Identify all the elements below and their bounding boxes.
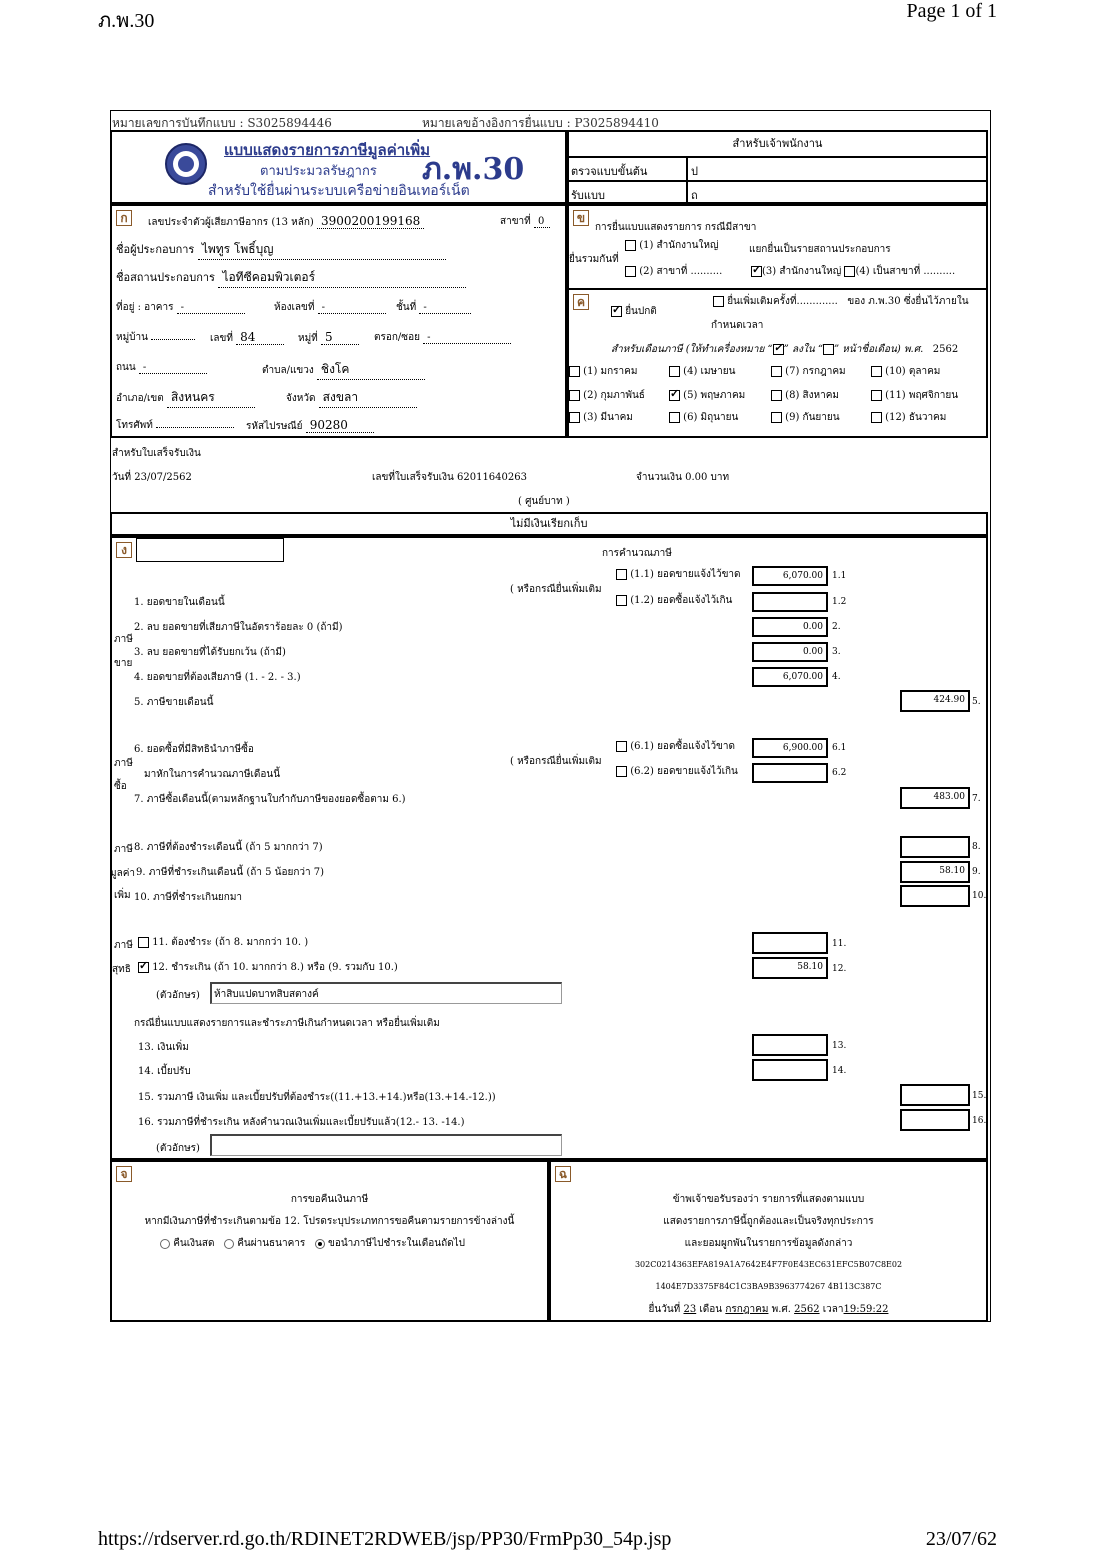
value-10 <box>900 885 970 907</box>
words-label-1: (ตัวอักษร) <box>156 990 200 1001</box>
line-5-label: 5. ภาษีขายเดือนนี้ <box>134 697 214 708</box>
value-15 <box>900 1084 970 1106</box>
month-option[interactable] <box>771 388 839 403</box>
month-label: (7) กรกฎาคม <box>782 366 846 377</box>
words-input-2[interactable] <box>210 1134 562 1156</box>
branch-separate-label: (4) เป็นสาขาที่ .......... <box>855 266 956 277</box>
value-11 <box>752 932 828 954</box>
value-7: 483.00 <box>900 787 970 809</box>
refund-bank-label: คืนผ่านธนาคาร <box>237 1238 306 1249</box>
page-info: Page 1 of 1 <box>906 0 997 22</box>
zip-value: 90280 <box>306 418 374 433</box>
line-number: 13. <box>832 1041 847 1051</box>
extra-case-sales: ( หรือกรณียื่นเพิ่มเติม <box>510 584 602 595</box>
month-label: (6) มิถุนายน <box>680 412 739 423</box>
no-payment-bar: ไม่มีเงินเรียกเก็บ <box>110 512 988 536</box>
line-number: 1.1 <box>832 571 847 581</box>
line-1-label: 1. ยอดขายในเดือนนี้ <box>134 597 225 608</box>
line-7-label: 7. ภาษีซื้อเดือนนี้(ตามหลักฐานใบกำกับภาษีของยอดซื้อตาม 6.) <box>134 794 406 805</box>
section-e <box>110 1160 549 1322</box>
officer-heading: สำหรับเจ้าพนักงาน <box>569 132 986 158</box>
filed-month-label: เดือน <box>699 1304 723 1315</box>
late-filing-label: กรณียื่นแบบแสดงรายการและชำระภาษีเกินกำหนดเวลา หรือยื่นเพิ่มเติม <box>134 1018 440 1029</box>
building-label: ที่อยู่ : อาคาร <box>116 302 174 313</box>
value-4: 6,070.00 <box>752 667 828 687</box>
line-number: 4. <box>832 672 841 682</box>
month-option[interactable] <box>771 364 846 379</box>
purchase-under-checkbox[interactable] <box>616 741 627 752</box>
receipt-date: วันที่ 23/07/2562 <box>112 472 192 483</box>
line-1-1-label: (1.1) ยอดขายแจ้งไว้ขาด <box>630 569 741 580</box>
receipt-heading: สำหรับใบเสร็จรับเงิน <box>112 448 201 459</box>
officer-check-label: ตรวจแบบขั้นต้น <box>571 165 648 178</box>
month-label: (3) มีนาคม <box>580 412 633 423</box>
line-12-label: 12. ชำระเกิน (ถ้า 10. มากกว่า 8.) หรือ (9. รวมกับ 10.) <box>152 962 398 973</box>
district-value: สิงหนคร <box>167 388 255 408</box>
line-6a-label: 6. ยอดซื้อที่มีสิทธินำภาษีซื้อ <box>134 744 254 755</box>
words-input-1[interactable]: ห้าสิบแปดบาทสิบสตางค์ <box>210 982 562 1004</box>
line-number: 15. <box>972 1091 987 1101</box>
month-option[interactable] <box>669 364 735 379</box>
line-2-label: 2. ลบ ยอดขายที่เสียภาษีในอัตราร้อยละ 0 (ถ้ามี) <box>134 622 343 633</box>
sales-over-checkbox[interactable] <box>616 766 627 777</box>
hq-separate-label: (3) สำนักงานใหญ่ <box>762 266 842 277</box>
net-label-1: ภาษี <box>114 940 133 951</box>
month-note-2: ” ลงใน “ <box>783 344 823 355</box>
section-e-tag: จ <box>116 1166 132 1182</box>
tin-label: เลขประจำตัวผู้เสียภาษีอากร (13 หลัก) <box>148 217 314 228</box>
footer-url: https://rdserver.rd.go.th/RDINET2RDWEB/jsp/PP30/FrmPp30_54p.jsp <box>98 1528 672 1550</box>
vat-label-2: มูลค่า <box>110 868 136 879</box>
officer-check-value: ป <box>691 165 698 178</box>
month-checkbox[interactable] <box>669 412 680 423</box>
title-line1: แบบแสดงรายการภาษีมูลค่าเพิ่ม <box>224 141 431 159</box>
province-label: จังหวัด <box>286 393 316 404</box>
line-9-label: 9. ภาษีที่ชำระเกินเดือนนี้ (ถ้า 5 น้อยกว่า 7) <box>136 867 325 878</box>
soi-label: ตรอก/ซอย <box>374 332 420 343</box>
extra-case-purchase: ( หรือกรณียื่นเพิ่มเติม <box>510 756 602 767</box>
line-number: 2. <box>832 622 841 632</box>
line-number: 11. <box>832 939 847 949</box>
hq-combined-label: (1) สำนักงานใหญ่ <box>639 240 719 251</box>
month-option[interactable] <box>871 388 958 403</box>
combined-label: ยื่นรวมกันที่ <box>569 254 619 265</box>
filed-day: 23 <box>683 1304 697 1315</box>
refund-text: หากมีเงินภาษีที่ชำระเกินตามข้อ 12. โปรดระบุประเภทการขอคืนตามรายการข้างล่างนี้ <box>144 1216 515 1227</box>
month-checkbox[interactable] <box>771 366 782 377</box>
month-option[interactable] <box>669 388 745 403</box>
district-label: อำเภอ/เขต <box>116 393 164 404</box>
month-label: (10) ตุลาคม <box>882 366 941 377</box>
line-number: 14. <box>832 1066 847 1076</box>
filed-datetime <box>551 1302 986 1317</box>
section-a <box>110 204 567 438</box>
filed-time: 19:59:22 <box>843 1304 889 1315</box>
section-c <box>567 288 988 438</box>
extra-filing-label: ยื่นเพิ่มเติมครั้งที่............. <box>727 296 838 307</box>
month-checkbox[interactable] <box>569 390 580 401</box>
line-4-label: 4. ยอดขายที่ต้องเสียภาษี (1. - 2. - 3.) <box>134 672 301 683</box>
hq-separate-checkbox[interactable] <box>751 266 762 277</box>
month-label: (11) พฤศจิกายน <box>882 390 959 401</box>
calc-heading: การคำนวณภาษี <box>602 548 672 559</box>
phone-value <box>156 427 234 428</box>
line-6-2-label: (6.2) ยอดขายแจ้งไว้เกิน <box>630 766 738 777</box>
deadline-label: กำหนดเวลา <box>711 320 764 331</box>
value-6-1: 6,900.00 <box>752 738 828 758</box>
title-code: ภ.พ.30 <box>422 152 525 187</box>
value-8 <box>900 836 970 858</box>
section-a-tag: ก <box>116 210 132 226</box>
line-number: 6.2 <box>832 768 847 778</box>
filed-time-label: เวลา <box>822 1304 844 1315</box>
place-label: ชื่อสถานประกอบการ <box>116 271 215 284</box>
line-6b-label: มาหักในการคำนวณภาษีเดือนนี้ <box>144 769 281 780</box>
overpaid-checkbox[interactable] <box>138 962 149 973</box>
month-label: (2) กุมภาพันธ์ <box>580 390 645 401</box>
section-b <box>567 204 988 290</box>
line-16-label: 16. รวมภาษีที่ชำระเกิน หลังคำนวณเงินเพิ่มและเบี้ยปรับแล้ว(12.- 13. -14.) <box>138 1117 465 1128</box>
line-number: 3. <box>832 647 841 657</box>
month-note: สำหรับเดือนภาษี (ให้ทำเครื่องหมาย “ <box>611 344 773 355</box>
value-16 <box>900 1109 970 1131</box>
month-checkbox[interactable] <box>871 412 882 423</box>
line-number: 12. <box>832 964 847 974</box>
carry-forward-radio[interactable] <box>315 1239 325 1249</box>
room-label: ห้องเลขที่ <box>274 302 315 313</box>
revenue-department-seal-icon <box>164 142 208 186</box>
month-note-3: ” หน้าชื่อเดือน) พ.ศ. <box>833 344 924 355</box>
value-3: 0.00 <box>752 642 828 662</box>
filed-month: กรกฎาคม <box>725 1304 769 1315</box>
month-checkbox[interactable] <box>569 366 580 377</box>
signature-hash-2: 1404E7D3375F84C1C3BA9B3963774267 4B113C387C <box>655 1282 882 1291</box>
value-1-2 <box>752 592 828 612</box>
road-value: - <box>139 362 207 374</box>
line-8-label: 8. ภาษีที่ต้องชำระเดือนนี้ (ถ้า 5 มากกว่า 7) <box>134 842 323 853</box>
section-f-tag: ฉ <box>555 1166 571 1182</box>
line-11-label: 11. ต้องชำระ (ถ้า 8. มากกว่า 10. ) <box>152 937 309 948</box>
refund-cash-radio[interactable] <box>160 1239 170 1249</box>
value-14 <box>752 1059 828 1081</box>
branch-combined-checkbox[interactable] <box>625 266 636 277</box>
month-checkbox[interactable] <box>871 366 882 377</box>
refund-bank-radio[interactable] <box>224 1239 234 1249</box>
month-checkbox[interactable] <box>669 366 680 377</box>
officer-block <box>567 130 988 204</box>
road-label: ถนน <box>116 362 136 373</box>
tax-sell-label-2: ขาย <box>114 658 133 669</box>
value-12: 58.10 <box>752 957 828 979</box>
record-no: หมายเลขการบันทึกแบบ : S3025894446 <box>112 116 332 130</box>
separate-label: แยกยื่นเป็นรายสถานประกอบการ <box>749 244 891 255</box>
value-2: 0.00 <box>752 617 828 637</box>
month-option[interactable] <box>569 410 633 425</box>
line-1-2-label: (1.2) ยอดซื้อแจ้งไว้เกิน <box>630 595 733 606</box>
tax-buy-label-2: ซื้อ <box>114 781 127 792</box>
floor-label: ชั้นที่ <box>396 302 417 313</box>
filed-year: 2562 <box>794 1304 820 1315</box>
floor-value: - <box>419 302 471 314</box>
moo-value: 5 <box>321 330 359 345</box>
house-value: 84 <box>236 330 284 345</box>
line-number: 8. <box>972 842 981 852</box>
subdistrict-value: ชิงโค <box>317 360 425 380</box>
month-option[interactable] <box>569 364 637 379</box>
phone-label: โทรศัพท์ <box>116 420 153 431</box>
month-label: (9) กันยายน <box>782 412 840 423</box>
hq-combined-checkbox[interactable] <box>625 240 636 251</box>
tax-sell-label-1: ภาษี <box>114 634 133 645</box>
month-label: (5) พฤษภาคม <box>680 390 746 401</box>
officer-receive-label: รับแบบ <box>571 189 605 202</box>
signature-hash-1: 302C0214363EFA819A1A7642E4F7F0E43EC631EFC5B07C8E02 <box>634 1260 903 1269</box>
certify-line3: และยอมผูกพันในรายการข้อมูลดังกล่าว <box>684 1238 853 1249</box>
moo-label: หมู่ที่ <box>298 333 318 344</box>
legend-empty-icon <box>823 344 834 355</box>
title-line3: สำหรับใช้ยื่นผ่านระบบเครือข่ายอินเทอร์เน็ต <box>208 183 470 199</box>
footer-date: 23/07/62 <box>925 1528 997 1550</box>
section-c-tag: ค <box>573 294 589 310</box>
house-label: เลขที่ <box>210 333 233 344</box>
title-block <box>110 130 567 204</box>
line-number: 5. <box>972 697 981 707</box>
branch-combined-label: (2) สาขาที่ .......... <box>639 266 723 277</box>
village-label: หมู่บ้าน <box>116 332 148 343</box>
extra-filing-checkbox[interactable] <box>713 296 724 307</box>
words-label-2: (ตัวอักษร) <box>156 1143 200 1154</box>
branch-value: 0 <box>534 216 550 228</box>
filed-label: ยื่นวันที่ <box>648 1304 681 1315</box>
month-checkbox[interactable] <box>771 412 782 423</box>
month-label: (8) สิงหาคม <box>782 390 839 401</box>
month-option[interactable] <box>871 364 940 379</box>
place-value: ไอทีซีคอมพิวเตอร์ <box>218 268 466 288</box>
month-option[interactable] <box>871 410 946 425</box>
value-9: 58.10 <box>900 861 970 883</box>
line-14-label: 14. เบี้ยปรับ <box>138 1066 191 1077</box>
filing-ref: หมายเลขอ้างอิงการยื่นแบบ : P3025894410 <box>422 116 659 130</box>
operator-label: ชื่อผู้ประกอบการ <box>116 243 195 256</box>
purchase-over-checkbox[interactable] <box>616 595 627 606</box>
line-3-label: 3. ลบ ยอดขายที่ได้รับยกเว้น (ถ้ามี) <box>134 647 286 658</box>
officer-receive-value: ถ <box>691 189 698 202</box>
month-option[interactable] <box>569 388 645 403</box>
carry-forward-label: ขอนำภาษีไปชำระในเดือนถัดไป <box>328 1238 466 1249</box>
line-number: 7. <box>972 794 981 804</box>
month-checkbox[interactable] <box>871 390 882 401</box>
tax-buy-label-1: ภาษี <box>114 758 133 769</box>
branch-separate-checkbox[interactable] <box>844 266 855 277</box>
tin-value: 3900200199168 <box>317 214 424 229</box>
line-13-label: 13. เงินเพิ่ม <box>138 1042 189 1053</box>
value-6-2 <box>752 763 828 783</box>
normal-filing-label: ยื่นปกติ <box>625 306 657 317</box>
receipt-words: ( ศูนย์บาท ) <box>518 496 570 507</box>
tax-year: 2562 <box>932 344 959 355</box>
operator-value: ไพทูร โพธิ์บุญ <box>198 240 446 260</box>
value-13 <box>752 1034 828 1056</box>
month-option[interactable] <box>669 410 738 425</box>
month-option[interactable] <box>771 410 840 425</box>
section-b-tag: ข <box>573 210 589 226</box>
month-label: (4) เมษายน <box>680 366 736 377</box>
line-15-label: 15. รวมภาษี เงินเพิ่ม และเบี้ยปรับที่ต้องชำระ((11.+13.+14.)หรือ(13.+14.-12.)) <box>138 1092 496 1103</box>
refund-heading: การขอคืนเงินภาษี <box>290 1194 369 1205</box>
line-number: 1.2 <box>832 597 847 607</box>
section-f <box>549 1160 988 1322</box>
month-label: (1) มกราคม <box>580 366 638 377</box>
refund-cash-label: คืนเงินสด <box>173 1238 215 1249</box>
subdistrict-label: ตำบล/แขวง <box>262 365 314 376</box>
filed-year-label: พ.ศ. <box>771 1304 791 1315</box>
month-label: (12) ธันวาคม <box>882 412 947 423</box>
receipt-amount: จำนวนเงิน 0.00 บาท <box>636 472 730 483</box>
value-1-1: 6,070.00 <box>752 566 828 586</box>
month-checkbox[interactable] <box>569 412 580 423</box>
value-5: 424.90 <box>900 690 970 712</box>
receipt-no: เลขที่ใบเสร็จรับเงิน 62011640263 <box>372 472 527 483</box>
vat-label-3: เพิ่ม <box>114 890 131 901</box>
line-number: 9. <box>972 867 981 877</box>
section-b-heading: การยื่นแบบแสดงรายการ กรณีมีสาขา <box>595 222 757 233</box>
sales-under-checkbox[interactable] <box>616 569 627 580</box>
legend-checked-icon <box>773 344 784 355</box>
extra-filing-deadline-label: ของ ภ.พ.30 ซึ่งยื่นไว้ภายใน <box>847 296 969 307</box>
soi-value: - <box>423 332 511 344</box>
certify-line1: ข้าพเจ้าขอรับรองว่า รายการที่แสดงตามแบบ <box>672 1194 865 1205</box>
line-number: 6.1 <box>832 743 847 753</box>
province-value: สงขลา <box>319 388 417 408</box>
pay-checkbox[interactable] <box>138 937 149 948</box>
normal-filing-checkbox[interactable] <box>611 306 622 317</box>
title-line2: ตามประมวลรัษฎากร <box>260 164 377 179</box>
line-number: 10. <box>972 891 987 901</box>
net-label-2: สุทธิ <box>112 964 131 975</box>
room-value: - <box>318 302 386 314</box>
line-number: 16. <box>972 1116 987 1126</box>
month-checkbox[interactable] <box>669 390 680 401</box>
section-d-tag: ง <box>116 542 132 558</box>
building-value: - <box>177 302 245 314</box>
line-10-label: 10. ภาษีที่ชำระเกินยกมา <box>134 892 243 903</box>
section-d-tag-field <box>136 538 284 562</box>
page-form-code: ภ.พ.30 <box>98 10 155 32</box>
line-6-1-label: (6.1) ยอดซื้อแจ้งไว้ขาด <box>630 741 736 752</box>
branch-label: สาขาที่ <box>500 216 531 227</box>
month-checkbox[interactable] <box>771 390 782 401</box>
vat-label-1: ภาษี <box>114 844 133 855</box>
certify-line2: แสดงรายการภาษีนี้ถูกต้องและเป็นจริงทุกประการ <box>663 1216 874 1227</box>
zip-label: รหัสไปรษณีย์ <box>246 421 303 432</box>
village-value <box>151 339 195 340</box>
